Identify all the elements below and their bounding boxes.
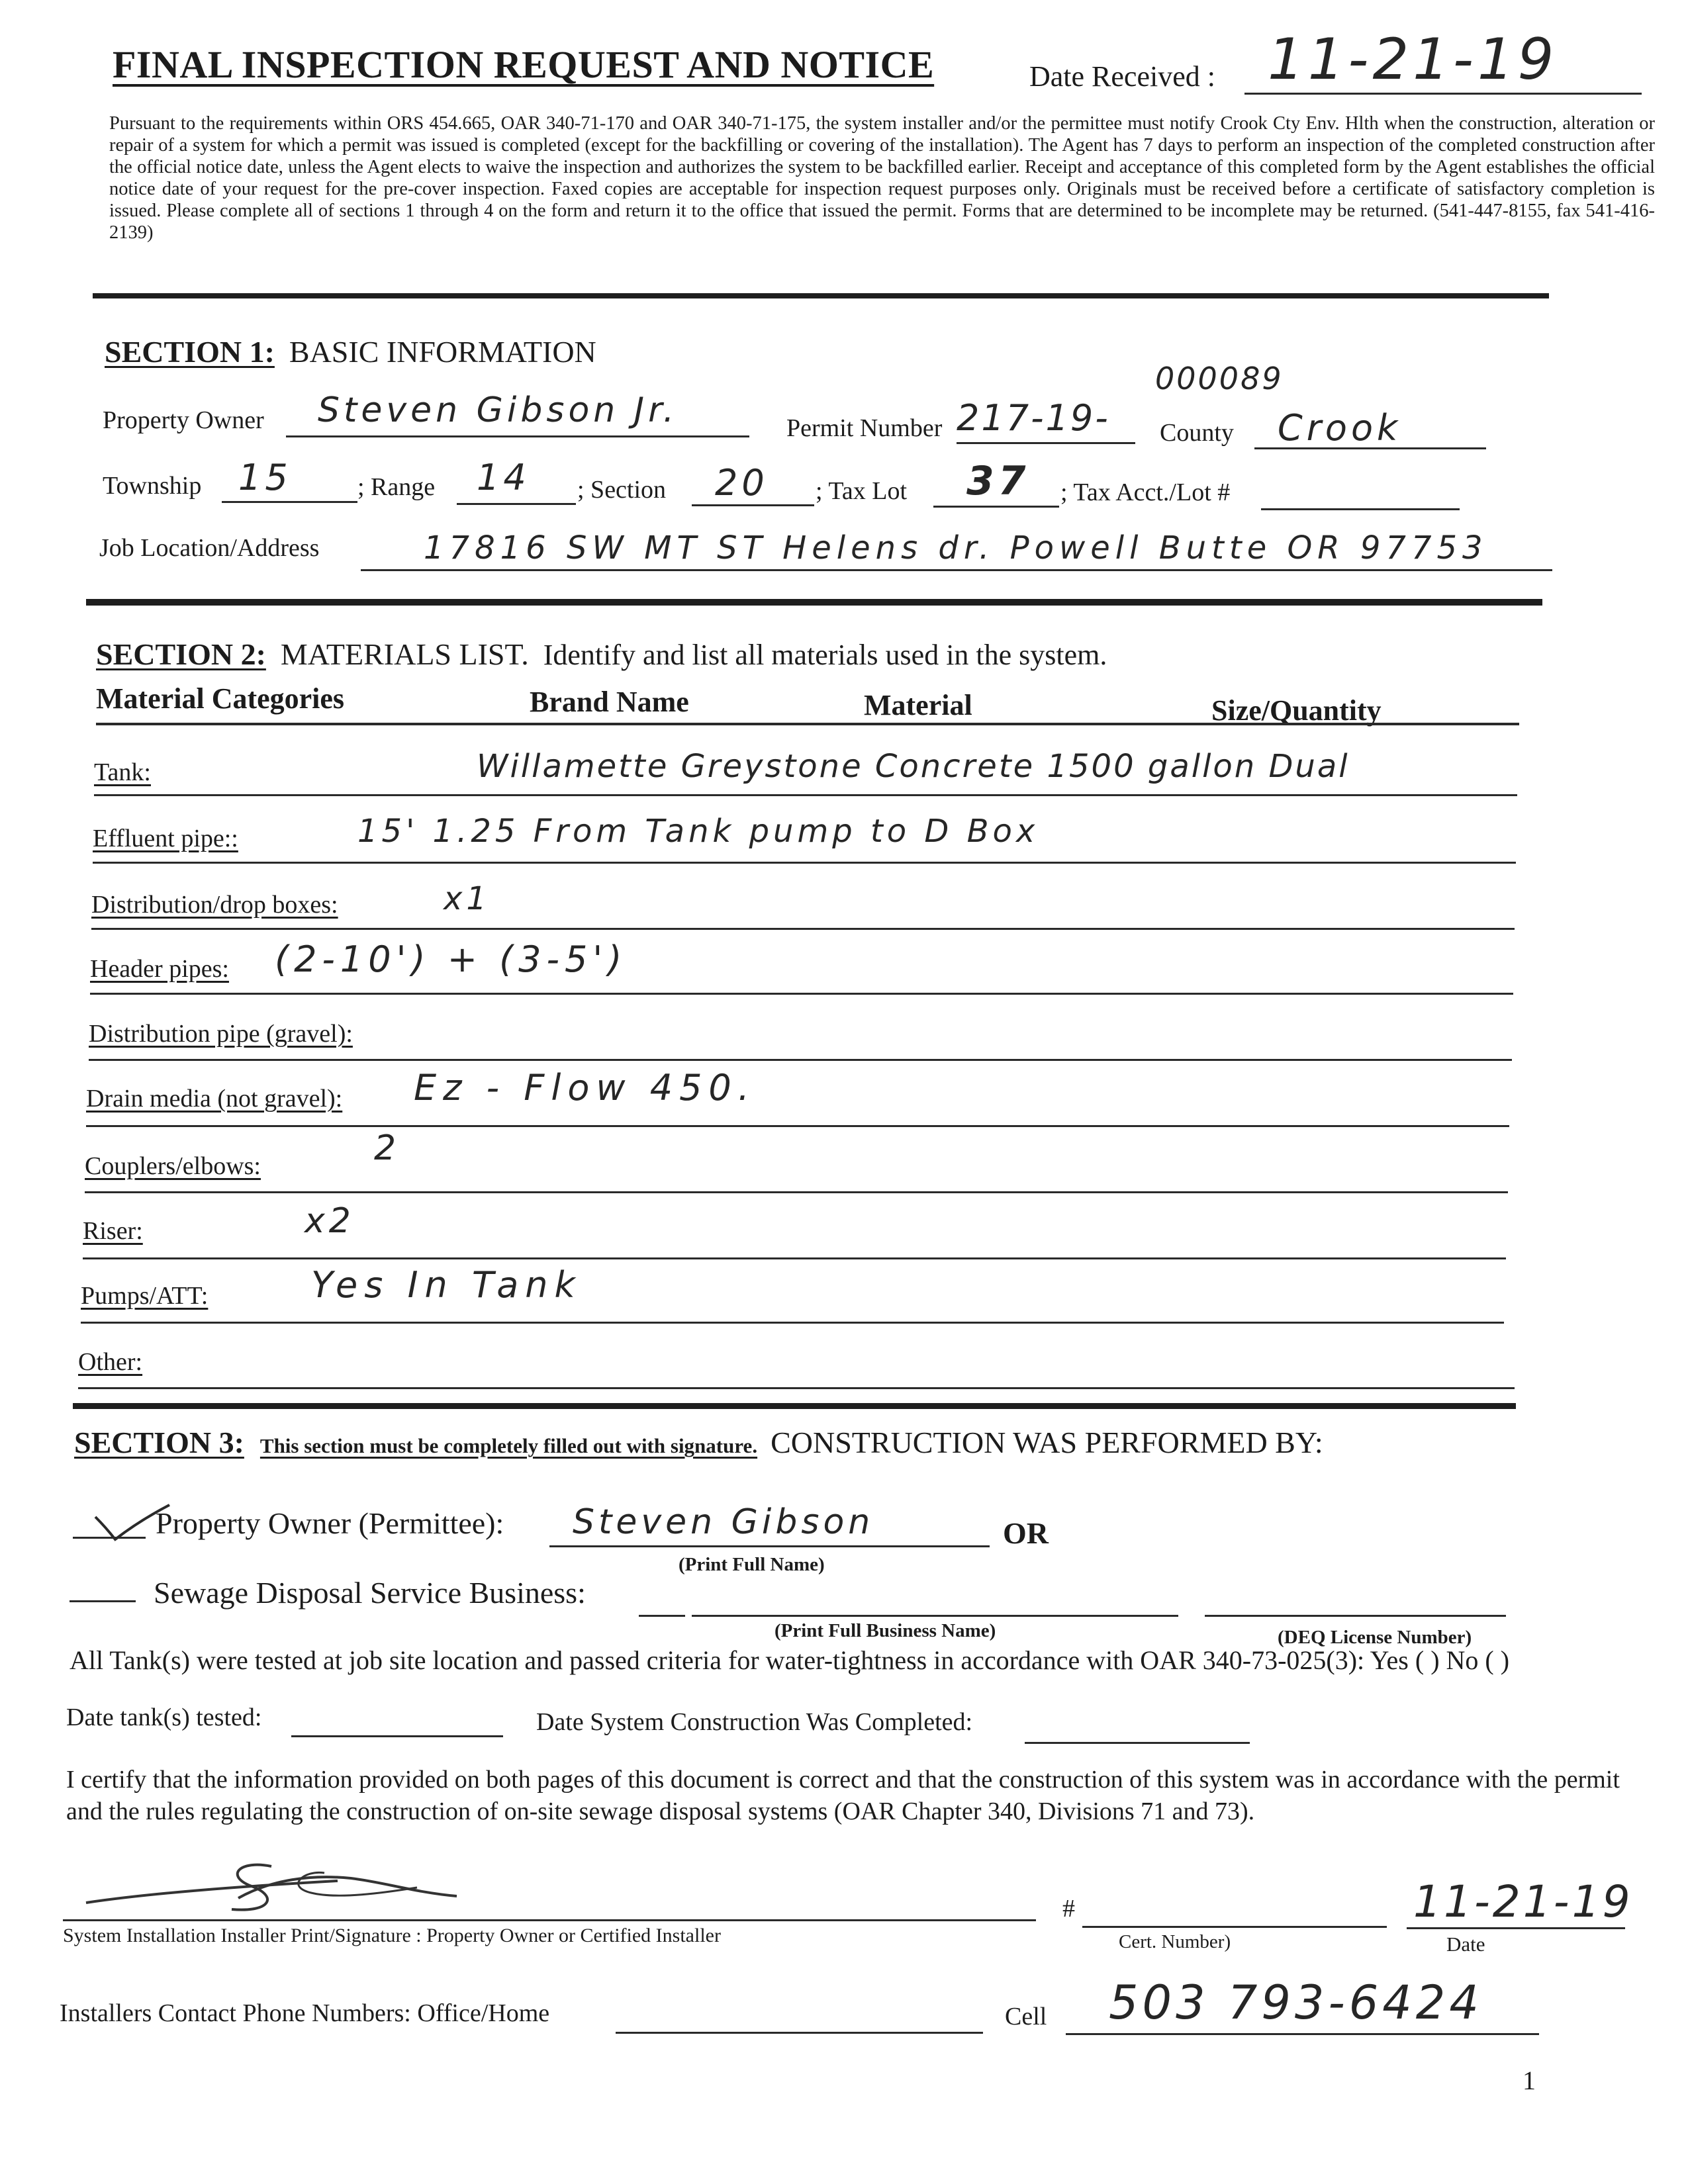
row-header-pipes-line — [90, 993, 1513, 995]
permit-number-value[interactable]: 217-19- — [957, 397, 1110, 439]
page-number: 1 — [1523, 2066, 1536, 2095]
section2-heading: SECTION 2: — [96, 637, 266, 671]
or-text: OR — [1003, 1516, 1049, 1550]
row-distribution-box-label: Distribution/drop boxes: — [91, 891, 338, 919]
tank-test-statement: All Tank(s) were tested at job site location and passed criteria for water-tightness in accordance with OAR 340-73-025(3): Yes ( ) No ( ) — [70, 1645, 1510, 1675]
permittee-name-value[interactable]: Steven Gibson — [573, 1502, 874, 1542]
row-other-label: Other: — [78, 1348, 143, 1376]
certification-text: I certify that the information provided on both pages of this document is correct and that the construction of this system was in accordance with the permit and the rules regulating the construction of on-site sewage disposal systems (OAR Chapter 340, Divisions 71 and 73). — [66, 1766, 1620, 1825]
row-distribution-pipe-label: Distribution pipe (gravel): — [89, 1020, 353, 1048]
row-drain-media-line — [86, 1125, 1509, 1127]
section3-constructed-by: CONSTRUCTION WAS PERFORMED BY: — [771, 1426, 1323, 1459]
office-phone-line[interactable] — [616, 2032, 983, 2034]
row-riser-label: Riser: — [83, 1217, 143, 1245]
section3-header — [74, 1425, 1323, 1460]
row-pumps-line — [81, 1322, 1504, 1324]
county-label: County — [1160, 419, 1234, 447]
row-distribution-box-value[interactable]: x1 — [444, 880, 491, 917]
date-completed-label: Date System Construction Was Completed: — [536, 1708, 973, 1736]
date-caption: Date — [1446, 1933, 1485, 1956]
cert-number-line[interactable] — [1082, 1926, 1387, 1928]
sign-date-value[interactable]: 11-21-19 — [1413, 1876, 1633, 1927]
tax-lot-line — [933, 506, 1059, 508]
sewage-business-check-line[interactable] — [70, 1600, 136, 1602]
row-couplers-label: Couplers/elbows: — [85, 1152, 261, 1180]
intro-paragraph: Pursuant to the requirements within ORS 454.665, OAR 340-71-170 and OAR 340-71-175, the system installer and/or the permittee must notify Crook Cty Env. Hlth when the construction, alteration or repair of a system for which a permit was issued is completed (except for the backfilling or covering of the installation). The Agent has 7 days to perform an inspection of the completed construction after the official notice date, unless the Agent elects to waive the inspection and authorizes the system to be backfilled earlier. Receipt and acceptance of this completed form by the Agent establishes the official notice date of your request for the pre-cover inspection. Faxed copies are acceptable for inspection request purposes only. Originals must be received before a certificate of satisfactory completion is issued. Please complete all of sections 1 through 4 on the form and return it to the office that issued the permit. Forms that are determined to be incomplete may be returned. (541-447-8155, fax 541-416-2139) — [109, 113, 1655, 243]
row-effluent-label: Effluent pipe:: — [93, 825, 238, 852]
section3-heading: SECTION 3: — [74, 1426, 244, 1459]
property-owner-line — [286, 435, 749, 437]
date-received-value[interactable]: 11-21-19 — [1268, 26, 1558, 93]
row-couplers-value[interactable]: 2 — [374, 1128, 400, 1168]
col-material: Material — [864, 689, 972, 721]
township-value[interactable]: 15 — [238, 457, 292, 498]
range-value[interactable]: 14 — [477, 457, 530, 498]
row-riser-value[interactable]: x2 — [305, 1201, 355, 1241]
tax-acct-label: ; Tax Acct./Lot # — [1060, 478, 1231, 506]
tax-lot-label: ; Tax Lot — [816, 477, 908, 505]
job-location-line — [361, 569, 1552, 571]
row-couplers-line — [85, 1191, 1508, 1193]
cert-number-caption: Cert. Number) — [1119, 1931, 1231, 1952]
row-header-pipes-label: Header pipes: — [90, 955, 229, 983]
section-value[interactable]: 20 — [715, 462, 769, 504]
tax-lot-value[interactable]: 37 — [966, 458, 1030, 504]
deq-license-line — [1205, 1615, 1506, 1617]
section-divider-3 — [73, 1403, 1516, 1409]
installer-signature-mark — [73, 1840, 470, 1933]
col-size-quantity: Size/Quantity — [1211, 694, 1382, 727]
sewage-business-label: Sewage Disposal Service Business: — [154, 1576, 586, 1610]
job-location-label: Job Location/Address — [99, 534, 320, 562]
cell-label: Cell — [1005, 2003, 1047, 2030]
permittee-name-line — [549, 1545, 990, 1547]
section-divider-2 — [86, 599, 1542, 606]
township-label: Township — [103, 472, 202, 500]
row-drain-media-value[interactable]: Ez - Flow 450. — [414, 1067, 756, 1109]
permit-number-line — [957, 442, 1135, 444]
tax-acct-line — [1261, 508, 1460, 510]
property-owner-label: Property Owner — [103, 406, 264, 434]
section1-header — [105, 334, 596, 369]
row-other-line — [78, 1387, 1515, 1389]
row-tank-label: Tank: — [94, 758, 151, 786]
section1-subheading: BASIC INFORMATION — [289, 335, 596, 369]
cell-phone-line — [1066, 2033, 1539, 2035]
date-tested-label: Date tank(s) tested: — [66, 1704, 262, 1731]
row-effluent-value[interactable]: 15' 1.25 From Tank pump to D Box — [357, 813, 1039, 850]
county-value[interactable]: Crook — [1278, 407, 1402, 449]
row-effluent-line — [93, 862, 1516, 864]
cell-phone-value[interactable]: 503 793-6424 — [1109, 1976, 1483, 2030]
row-tank-line — [94, 794, 1517, 796]
section2-instruction: Identify and list all materials used in the system. — [543, 639, 1107, 671]
columns-underline — [96, 723, 1519, 725]
permittee-label: Property Owner (Permittee): — [156, 1506, 504, 1540]
row-distribution-box-line — [91, 928, 1515, 930]
form-title: FINAL INSPECTION REQUEST AND NOTICE — [113, 43, 935, 86]
row-pumps-label: Pumps/ATT: — [81, 1282, 209, 1310]
row-pumps-value[interactable]: Yes In Tank — [311, 1264, 582, 1306]
section2-header — [96, 637, 1107, 672]
permit-number-extra[interactable]: 000089 — [1155, 361, 1284, 396]
phone-label: Installers Contact Phone Numbers: Office/Home — [60, 1999, 550, 2027]
print-full-name-caption: (Print Full Name) — [679, 1554, 825, 1575]
section1-heading: SECTION 1: — [105, 335, 275, 369]
section-label: ; Section — [577, 476, 667, 504]
sewage-business-name-line — [692, 1615, 1178, 1617]
date-completed-line[interactable] — [1025, 1742, 1250, 1744]
range-label: ; Range — [357, 473, 436, 501]
print-business-name-caption: (Print Full Business Name) — [774, 1620, 996, 1641]
row-distribution-pipe-line — [89, 1059, 1512, 1061]
col-material-categories: Material Categories — [96, 682, 345, 715]
property-owner-value[interactable]: Steven Gibson Jr. — [318, 390, 679, 430]
range-line — [457, 503, 576, 505]
sign-date-line — [1407, 1927, 1625, 1929]
row-riser-line — [83, 1257, 1506, 1259]
col-brand-name: Brand Name — [530, 686, 689, 718]
section3-note: This section must be completely filled out with signature. — [259, 1434, 758, 1457]
deq-license-caption: (DEQ License Number) — [1278, 1627, 1472, 1648]
township-line — [222, 501, 357, 503]
date-received-label: Date Received : — [1029, 60, 1215, 93]
date-tested-line[interactable] — [291, 1735, 503, 1737]
section-line — [692, 504, 814, 506]
cert-hash: # — [1062, 1895, 1075, 1923]
job-location-value[interactable]: 17816 SW MT ST Helens dr. Powell Butte OR 97753 — [424, 529, 1488, 567]
sewage-business-short-line — [639, 1615, 685, 1617]
row-drain-media-label: Drain media (not gravel): — [86, 1085, 343, 1113]
date-received-line — [1244, 93, 1642, 95]
row-tank-value[interactable]: Willamette Greystone Concrete 1500 gallon Dual — [477, 748, 1350, 785]
section-divider-1 — [93, 293, 1549, 298]
row-header-pipes-value[interactable]: (2-10') + (3-5') — [275, 938, 628, 980]
installer-signature-line[interactable] — [63, 1919, 1036, 1921]
section2-subheading: MATERIALS LIST. — [280, 637, 529, 671]
permit-number-label: Permit Number — [786, 414, 943, 442]
signature-caption: System Installation Installer Print/Signature : Property Owner or Certified Installer — [63, 1925, 721, 1946]
